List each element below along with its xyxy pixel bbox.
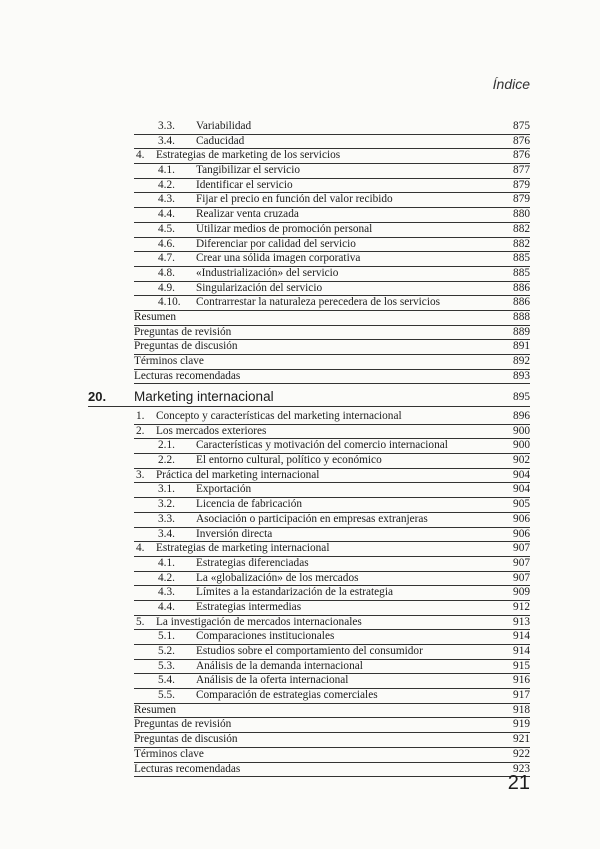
toc-entry — [134, 252, 530, 267]
toc-entry-title: Estrategias intermedias — [196, 600, 302, 613]
toc-entry-page: 913 — [513, 615, 530, 628]
toc-entry-number: 4.4. — [158, 208, 175, 221]
toc-entry-title: Contrarrestar la naturaleza perecedera de los servicios — [196, 296, 441, 309]
toc-entry-page: 875 — [513, 120, 530, 132]
toc-entry-page: 902 — [513, 454, 530, 467]
toc-entry — [134, 601, 530, 616]
toc-entry-title: Inversión directa — [196, 527, 273, 540]
toc-entry-number: 4.5. — [158, 222, 175, 235]
toc-entry — [134, 572, 530, 587]
toc-entry-title: Preguntas de discusión — [134, 733, 238, 746]
toc-entry-title: Tangibilizar el servicio — [196, 164, 300, 177]
toc-entry-page: 906 — [513, 512, 530, 525]
toc-entry-number: 4.7. — [158, 252, 175, 265]
toc-entry — [134, 149, 530, 164]
toc-entry-title: Estudios sobre el comportamiento del consumidor — [196, 645, 423, 657]
chapter-heading — [88, 388, 530, 407]
toc-entry-page: 879 — [513, 193, 530, 206]
toc-entry-number: 2. — [136, 424, 145, 437]
toc-entry — [134, 370, 530, 385]
toc-entry-page: 906 — [513, 527, 530, 540]
toc-entry-title: Identificar el servicio — [196, 178, 293, 191]
toc-entry-number: 5.1. — [158, 630, 175, 643]
toc-entry-page: 876 — [513, 134, 530, 147]
toc-entry — [134, 513, 530, 528]
toc-entry-page: 900 — [513, 424, 530, 437]
toc-entry-page: 907 — [513, 542, 530, 555]
toc-entry-number: 4.6. — [158, 237, 175, 250]
toc-entry-page: 880 — [513, 208, 530, 221]
toc-entry-number: 4. — [136, 149, 145, 162]
toc-entry-title: Comparaciones institucionales — [196, 630, 335, 643]
toc-entry-page: 904 — [513, 483, 530, 496]
toc-entry-number: 4.2. — [158, 571, 175, 584]
toc-entry-number: 5.3. — [158, 659, 175, 672]
toc-entry-title: Análisis de la oferta internacional — [196, 674, 349, 687]
toc-section-a — [134, 120, 530, 384]
toc-entry-page: 877 — [513, 164, 530, 177]
toc-entry — [134, 542, 530, 557]
toc-entry-page: 907 — [513, 571, 530, 584]
toc-entry-page: 915 — [513, 659, 530, 672]
toc-entry-page: 921 — [513, 733, 530, 746]
toc-entry-title: Caducidad — [196, 134, 245, 147]
toc-entry-title: Análisis de la demanda internacional — [196, 659, 363, 672]
toc-entry-title: Términos clave — [134, 355, 204, 367]
toc-entry-number: 4.9. — [158, 281, 175, 294]
toc-entry — [134, 296, 530, 311]
toc-entry — [134, 179, 530, 194]
toc-entry-page: 918 — [513, 703, 530, 716]
toc-entry-title: Estrategias diferenciadas — [196, 556, 309, 569]
toc-entry-page: 879 — [513, 178, 530, 191]
toc-entry — [134, 267, 530, 282]
toc-entry-title: Preguntas de revisión — [134, 325, 232, 338]
toc-entry — [134, 498, 530, 513]
toc-entry-title: Preguntas de revisión — [134, 718, 232, 731]
toc-entry — [134, 528, 530, 543]
toc-entry — [134, 238, 530, 253]
toc-entry-number: 3.4. — [158, 527, 175, 540]
toc-entry — [134, 748, 530, 763]
toc-entry-title: Los mercados exteriores — [156, 424, 267, 437]
toc-entry-number: 3.2. — [158, 498, 175, 511]
toc-entry-number: 4.2. — [158, 178, 175, 191]
toc-entry — [134, 135, 530, 150]
toc-entry-page: 891 — [513, 340, 530, 353]
toc-entry-page: 914 — [513, 630, 530, 643]
chapter-page: 895 — [513, 391, 530, 403]
toc-entry-number: 4. — [136, 542, 145, 555]
running-header: Índice — [492, 76, 530, 92]
toc-entry-page: 889 — [513, 325, 530, 338]
toc-entry-number: 5.5. — [158, 689, 175, 702]
toc-entry — [134, 208, 530, 223]
toc-entry — [134, 164, 530, 179]
toc-entry-title: Práctica del marketing internacional — [156, 468, 320, 481]
toc-entry — [134, 674, 530, 689]
toc-entry-number: 3. — [136, 468, 145, 481]
toc-entry-title: Estrategias de marketing internacional — [156, 542, 330, 555]
toc-entry-page: 885 — [513, 252, 530, 265]
toc-entry-number: 4.8. — [158, 266, 175, 279]
toc-entry-title: Licencia de fabricación — [196, 498, 302, 511]
toc-entry-page: 882 — [513, 222, 530, 235]
toc-entry-title: Diferenciar por calidad del servicio — [196, 237, 356, 250]
toc-entry-number: 3.3. — [158, 120, 175, 132]
toc-entry-title: Resumen — [134, 703, 177, 716]
toc-entry-title: La investigación de mercados internacionales — [156, 615, 362, 628]
toc-entry-title: Crear una sólida imagen corporativa — [196, 252, 361, 265]
toc-entry-page: 912 — [513, 600, 530, 613]
toc-entry — [134, 340, 530, 355]
toc-entry-title: La «globalización» de los mercados — [196, 571, 359, 584]
toc-entry-number: 3.4. — [158, 134, 175, 147]
toc-entry — [134, 660, 530, 675]
toc-entry — [134, 557, 530, 572]
toc-entry-number: 2.1. — [158, 439, 175, 452]
toc-entry-number: 4.1. — [158, 556, 175, 569]
chapter-number: 20. — [88, 389, 107, 404]
toc-entry-number: 4.4. — [158, 600, 175, 613]
toc-entry-title: Realizar venta cruzada — [196, 208, 299, 221]
toc-entry — [134, 469, 530, 484]
toc-entry — [134, 425, 530, 440]
toc-entry — [134, 454, 530, 469]
toc-entry-title: Variabilidad — [196, 120, 252, 132]
toc-entry-page: 919 — [513, 718, 530, 731]
toc-entry-page: 909 — [513, 586, 530, 599]
toc-entry-title: Estrategias de marketing de los servicios — [156, 149, 341, 162]
toc-entry-title: Características y motivación del comercio internacional — [196, 439, 448, 452]
toc-entry — [134, 439, 530, 454]
toc-entry — [134, 410, 530, 425]
toc-entry-page: 923 — [513, 762, 530, 775]
toc-entry-title: «Industrialización» del servicio — [196, 266, 339, 279]
toc-entry-number: 4.10. — [158, 296, 181, 309]
toc-entry-page: 905 — [513, 498, 530, 511]
toc-entry-page: 882 — [513, 237, 530, 250]
toc-entry-page: 896 — [513, 410, 530, 422]
toc-entry — [134, 326, 530, 341]
toc-entry-title: Concepto y características del marketing internacional — [156, 410, 402, 422]
toc-entry-page: 914 — [513, 645, 530, 657]
toc-entry-title: Asociación o participación en empresas extranjeras — [196, 512, 428, 525]
toc-section-b — [134, 410, 530, 777]
toc-entry-title: Preguntas de discusión — [134, 340, 238, 353]
toc-entry — [134, 630, 530, 645]
toc-entry-number: 2.2. — [158, 454, 175, 467]
toc-entry — [134, 718, 530, 733]
toc-entry-number: 5.4. — [158, 674, 175, 687]
toc-entry — [134, 282, 530, 297]
toc-entry-page: 904 — [513, 468, 530, 481]
toc-entry-title: Fijar el precio en función del valor recibido — [196, 193, 393, 206]
toc-entry-title: Singularización del servicio — [196, 281, 323, 294]
toc-entry-title: El entorno cultural, político y económico — [196, 454, 382, 467]
toc-entry-title: Lecturas recomendadas — [134, 369, 241, 382]
toc-entry-page: 922 — [513, 747, 530, 760]
toc-entry-title: Términos clave — [134, 747, 204, 760]
toc-entry-page: 917 — [513, 689, 530, 702]
toc-entry-title: Límites a la estandarización de la estrategia — [196, 586, 393, 599]
toc-entry-page: 886 — [513, 296, 530, 309]
toc-entry-page: 876 — [513, 149, 530, 162]
toc-entry-title: Resumen — [134, 310, 177, 323]
toc-entry — [134, 763, 530, 778]
toc-entry-title: Exportación — [196, 483, 252, 496]
toc-entry-page: 886 — [513, 281, 530, 294]
toc-entry-number: 4.1. — [158, 164, 175, 177]
toc-entry-title: Comparación de estrategias comerciales — [196, 689, 378, 702]
toc-entry — [134, 193, 530, 208]
toc-entry — [134, 645, 530, 660]
toc-entry — [134, 223, 530, 238]
toc-entry-number: 3.3. — [158, 512, 175, 525]
toc-entry-number: 5. — [136, 615, 145, 628]
toc-entry — [134, 120, 530, 135]
toc-entry-page: 900 — [513, 439, 530, 452]
toc-entry-page: 885 — [513, 266, 530, 279]
toc-entry-number: 4.3. — [158, 586, 175, 599]
toc-entry-page: 907 — [513, 556, 530, 569]
toc-entry-title: Lecturas recomendadas — [134, 762, 241, 775]
toc-entry — [134, 689, 530, 704]
toc-entry — [134, 311, 530, 326]
toc-entry-page: 888 — [513, 310, 530, 323]
toc-entry-number: 5.2. — [158, 645, 175, 657]
toc-entry-page: 916 — [513, 674, 530, 687]
toc-entry-page: 893 — [513, 369, 530, 382]
toc-entry — [134, 355, 530, 370]
toc-entry — [134, 704, 530, 719]
toc-entry — [134, 586, 530, 601]
toc-entry — [134, 616, 530, 631]
page-number: 21 — [507, 772, 530, 794]
toc-entry-title: Utilizar medios de promoción personal — [196, 222, 373, 235]
toc-entry-page: 892 — [513, 355, 530, 367]
toc-entry-number: 3.1. — [158, 483, 175, 496]
toc-entry — [134, 733, 530, 748]
toc-entry-number: 1. — [136, 410, 145, 422]
toc-entry — [134, 483, 530, 498]
toc-entry-number: 4.3. — [158, 193, 175, 206]
chapter-title: Marketing internacional — [134, 389, 274, 404]
